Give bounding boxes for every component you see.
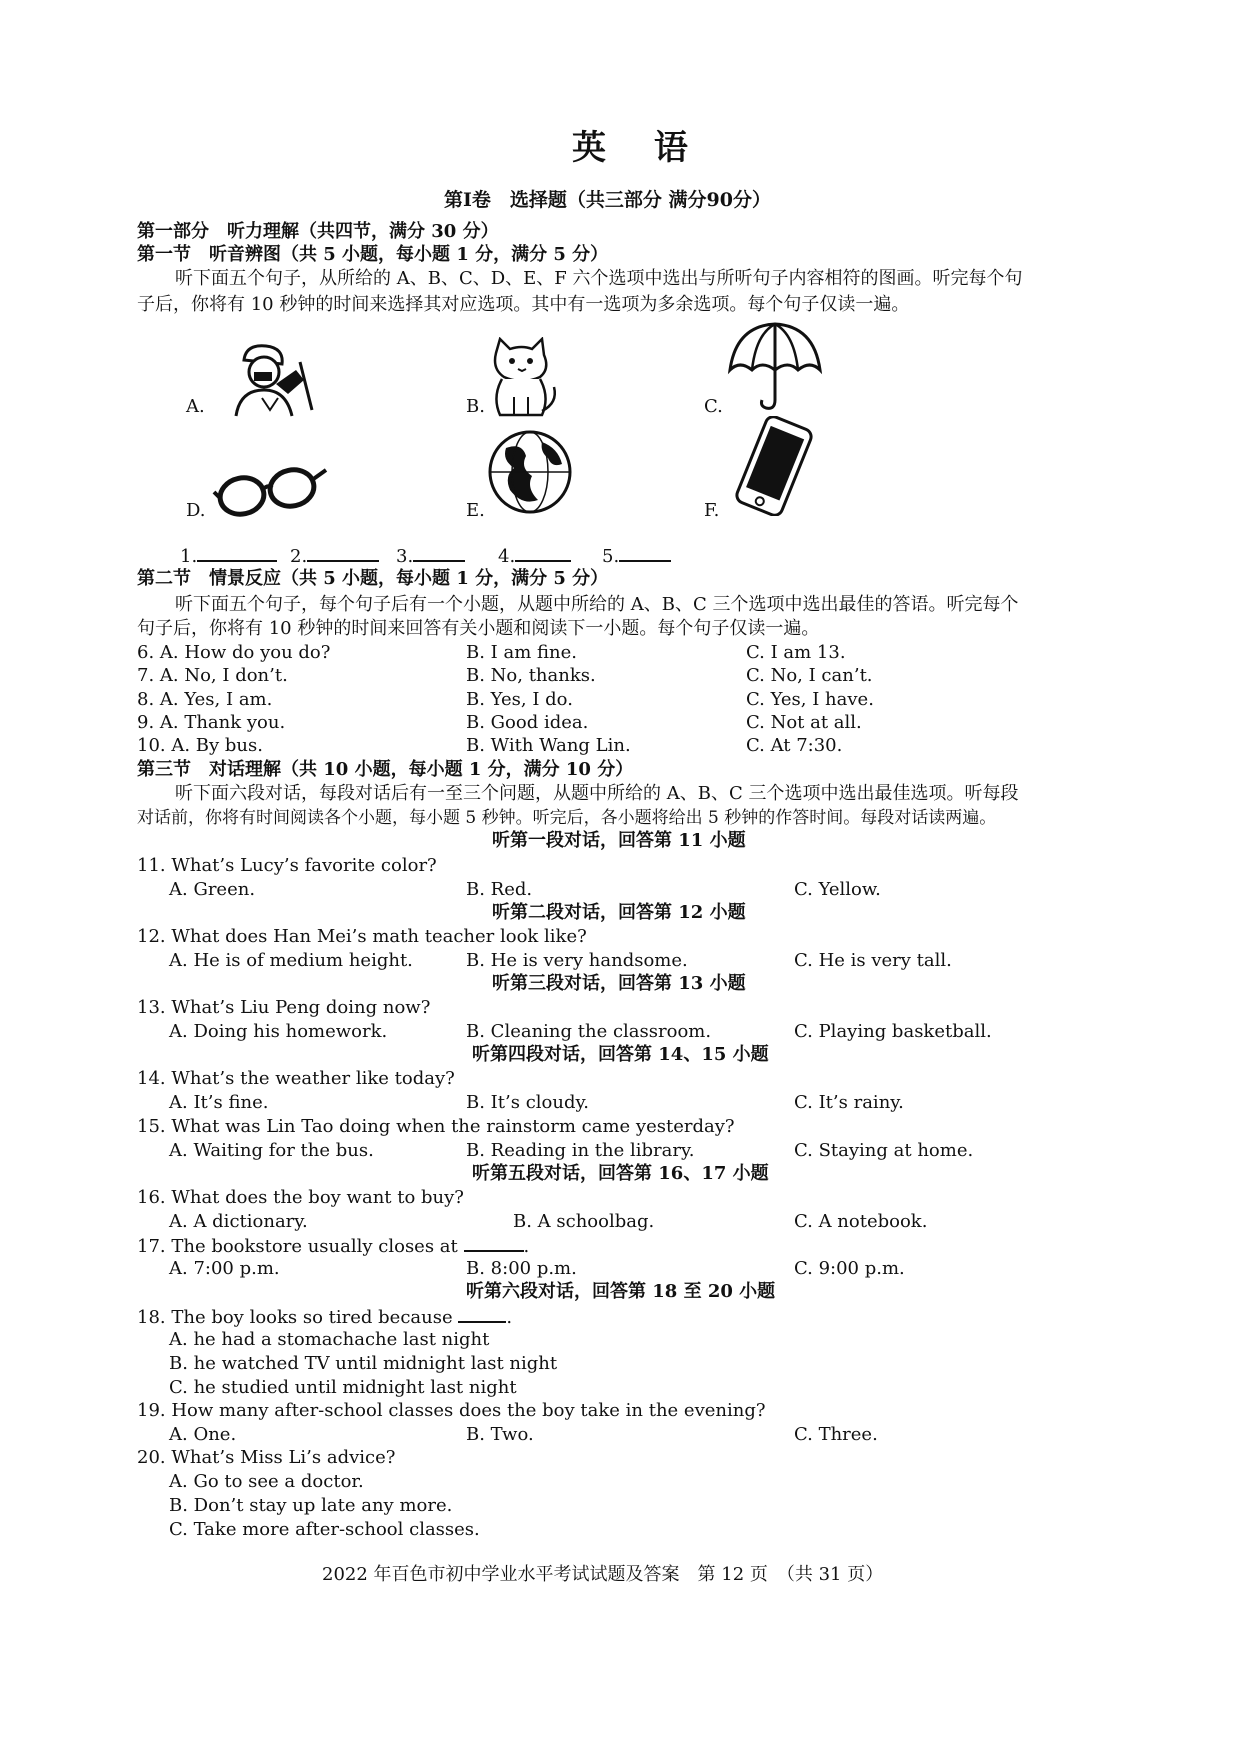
q7-option-b: B. No, thanks.: [466, 665, 596, 686]
q16-option-b: B. A schoolbag.: [513, 1211, 655, 1232]
phone-icon: [732, 416, 816, 516]
q18-option-b: B. he watched TV until midnight last night: [169, 1353, 558, 1374]
nurse-icon: [226, 340, 318, 418]
q12-question: 12. What does Han Mei’s math teacher look like?: [137, 926, 587, 947]
page-footer: 2022 年百色市初中学业水平考试试题及答案 第 12 页 （共 31 页）: [322, 1564, 884, 1585]
picture-label-e: E.: [466, 500, 485, 521]
q8-option-b: B. Yes, I do.: [466, 689, 573, 710]
q18-option-a: A. he had a stomachache last night: [169, 1329, 490, 1350]
q9-option-b: B. Good idea.: [466, 712, 589, 733]
q8-option-c: C. Yes, I have.: [746, 689, 874, 710]
sec3-instruction-line1: 听下面六段对话，每段对话后有一至三个问题，从题中所给的 A、B、C 三个选项中选出最佳选项。听每段: [175, 783, 1019, 804]
q15-option-a: A. Waiting for the bus.: [169, 1140, 374, 1161]
q16-option-a: A. A dictionary.: [169, 1211, 308, 1232]
q20-option-c: C. Take more after-school classes.: [169, 1519, 480, 1540]
q19-option-c: C. Three.: [794, 1424, 878, 1445]
q20-question: 20. What’s Miss Li’s advice?: [137, 1447, 396, 1468]
umbrella-icon: [726, 320, 824, 412]
q6-option-a: 6. A. How do you do?: [137, 642, 331, 663]
q6-option-b: B. I am fine.: [466, 642, 577, 663]
q20-option-b: B. Don’t stay up late any more.: [169, 1495, 453, 1516]
dialog6-header: 听第六段对话，回答第 18 至 20 小题: [466, 1281, 776, 1302]
sec2-header: 第二节 情景反应（共 5 小题，每小题 1 分，满分 5 分）: [137, 568, 609, 589]
picture-label-b: B.: [466, 396, 485, 417]
q11-question: 11. What’s Lucy’s favorite color?: [137, 855, 437, 876]
q16-option-c: C. A notebook.: [794, 1211, 928, 1232]
q12-option-b: B. He is very handsome.: [466, 950, 688, 971]
q14-option-a: A. It’s fine.: [169, 1092, 269, 1113]
q8-option-a: 8. A. Yes, I am.: [137, 689, 273, 710]
sec2-instruction-line2: 句子后，你将有 10 秒钟的时间来回答有关小题和阅读下一小题。每个句子仅读一遍。: [137, 618, 820, 639]
cat-icon: [484, 337, 560, 419]
sec1-header: 第一节 听音辨图（共 5 小题，每小题 1 分，满分 5 分）: [137, 244, 609, 265]
answer-blank-1[interactable]: [180, 544, 277, 568]
q19-option-b: B. Two.: [466, 1424, 534, 1445]
sec2-instruction-line1: 听下面五个句子，每个句子后有一个小题，从题中所给的 A、B、C 三个选项中选出最佳的答语。听完每个: [175, 594, 1019, 615]
q13-option-a: A. Doing his homework.: [169, 1021, 388, 1042]
page-title: 英 语: [572, 128, 706, 168]
q11-option-c: C. Yellow.: [794, 879, 881, 900]
blank-number: 3.: [396, 546, 414, 567]
dialog4-header: 听第四段对话，回答第 14、15 小题: [472, 1044, 769, 1065]
part1-header: 第一部分 听力理解（共四节，满分 30 分）: [137, 221, 499, 242]
answer-blank-3[interactable]: [396, 544, 465, 568]
q10-option-b: B. With Wang Lin.: [466, 735, 631, 756]
q6-option-c: C. I am 13.: [746, 642, 846, 663]
q19-question: 19. How many after-school classes does the boy take in the evening?: [137, 1400, 766, 1421]
glasses-icon: [212, 462, 328, 520]
answer-blank-2[interactable]: [290, 544, 379, 568]
sec1-instruction-line1: 听下面五个句子，从所给的 A、B、C、D、E、F 六个选项中选出与所听句子内容相符的图画。听完每个句: [175, 268, 1023, 289]
picture-label-c: C.: [704, 396, 723, 417]
blank-number: 5.: [602, 546, 620, 567]
q18-question: 18. The boy looks so tired because .: [137, 1307, 513, 1328]
q18-question-text: 18. The boy looks so tired because: [137, 1307, 453, 1328]
answer-blank-4[interactable]: [498, 544, 571, 568]
dialog2-header: 听第二段对话，回答第 12 小题: [492, 902, 746, 923]
dialog3-header: 听第三段对话，回答第 13 小题: [492, 973, 746, 994]
q12-option-a: A. He is of medium height.: [169, 950, 413, 971]
q14-question: 14. What’s the weather like today?: [137, 1068, 455, 1089]
q14-option-c: C. It’s rainy.: [794, 1092, 904, 1113]
q13-option-b: B. Cleaning the classroom.: [466, 1021, 712, 1042]
blank-number: 1.: [180, 546, 198, 567]
sec3-instruction-line2: 对话前，你将有时间阅读各个小题，每小题 5 秒钟。听完后，各小题将给出 5 秒钟的作答时间。每段对话读两遍。: [137, 808, 997, 828]
q17-question-text: 17. The bookstore usually closes at: [137, 1236, 458, 1257]
q10-option-c: C. At 7:30.: [746, 735, 843, 756]
q20-option-a: A. Go to see a doctor.: [169, 1471, 364, 1492]
dialog1-header: 听第一段对话，回答第 11 小题: [492, 830, 746, 851]
picture-label-f: F.: [704, 500, 720, 521]
dialog5-header: 听第五段对话，回答第 16、17 小题: [472, 1163, 769, 1184]
q14-option-b: B. It’s cloudy.: [466, 1092, 589, 1113]
q17-question: 17. The bookstore usually closes at .: [137, 1236, 530, 1257]
q15-option-c: C. Staying at home.: [794, 1140, 974, 1161]
answer-blank-5[interactable]: [602, 544, 671, 568]
q16-question: 16. What does the boy want to buy?: [137, 1187, 464, 1208]
volume-header: 第Ⅰ卷 选择题（共三部分 满分90分）: [444, 189, 771, 211]
sec3-header: 第三节 对话理解（共 10 小题，每小题 1 分，满分 10 分）: [137, 759, 634, 780]
q11-option-a: A. Green.: [169, 879, 256, 900]
q10-option-a: 10. A. By bus.: [137, 735, 263, 756]
q13-option-c: C. Playing basketball.: [794, 1021, 992, 1042]
q17-option-a: A. 7:00 p.m.: [169, 1258, 280, 1279]
q13-question: 13. What’s Liu Peng doing now?: [137, 997, 431, 1018]
q15-option-b: B. Reading in the library.: [466, 1140, 695, 1161]
q12-option-c: C. He is very tall.: [794, 950, 952, 971]
blank-number: 2.: [290, 546, 308, 567]
q7-option-a: 7. A. No, I don’t.: [137, 665, 288, 686]
picture-label-d: D.: [186, 500, 206, 521]
q19-option-a: A. One.: [169, 1424, 237, 1445]
q18-option-c: C. he studied until midnight last night: [169, 1377, 517, 1398]
globe-icon: [486, 428, 574, 516]
blank-number: 4.: [498, 546, 516, 567]
q17-option-b: B. 8:00 p.m.: [466, 1258, 577, 1279]
q9-option-a: 9. A. Thank you.: [137, 712, 286, 733]
q7-option-c: C. No, I can’t.: [746, 665, 873, 686]
q17-option-c: C. 9:00 p.m.: [794, 1258, 905, 1279]
sec1-instruction-line2: 子后，你将有 10 秒钟的时间来选择其对应选项。其中有一选项为多余选项。每个句子仅读一遍。: [137, 294, 910, 315]
q15-question: 15. What was Lin Tao doing when the rainstorm came yesterday?: [137, 1116, 735, 1137]
picture-label-a: A.: [186, 396, 205, 417]
q11-option-b: B. Red.: [466, 879, 533, 900]
q9-option-c: C. Not at all.: [746, 712, 862, 733]
